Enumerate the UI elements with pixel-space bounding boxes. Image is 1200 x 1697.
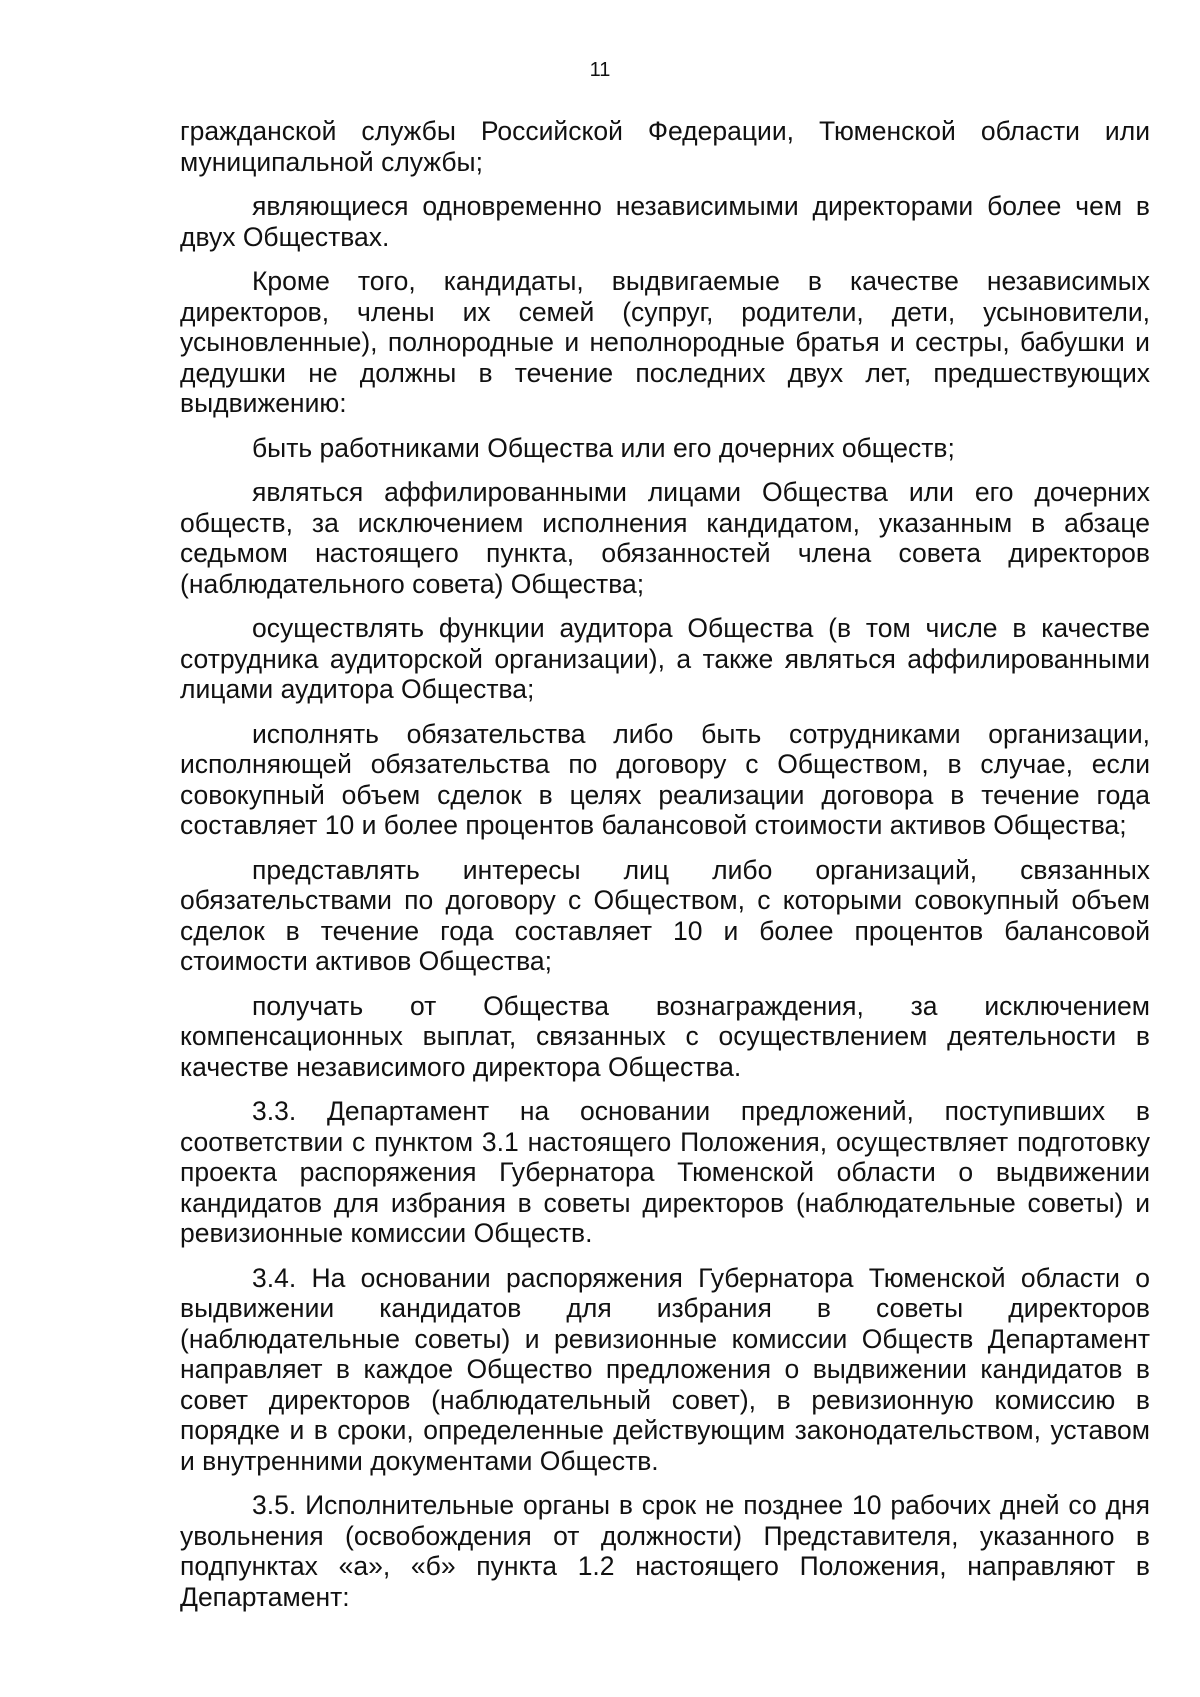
paragraph-affiliated-persons: являться аффилированными лицами Общества или его дочерних обществ, за исключением исполнения кандидатом, указанным в абзаце седьмом настоящего пункта, обязанностей члена совета директоров (наблюдательного совета) Общества; [180, 477, 1150, 599]
paragraph-contract-obligations: исполнять обязательства либо быть сотрудниками организации, исполняющей обязательства по договору с Обществом, в случае, если совокупный объем сделок в целях реализации договора в течение года составляет 10 и более процентов балансовой стоимости активов Общества; [180, 718, 1150, 840]
paragraph-employees: быть работниками Общества или его дочерних обществ; [252, 432, 955, 463]
paragraph-3-4: 3.4. На основании распоряжения Губернатора Тюменской области о выдвижении кандидатов для избрания в советы директоров (наблюдательные советы) и ревизионные комиссии Обществ Департамент направляет в каждое Общество предложения о выдвижении кандидатов в совет директоров (наблюдательный совет), в ревизионную комиссию в порядке и в сроки, определенные действующим законодательством, уставом и внутренними документами Обществ. [180, 1262, 1150, 1476]
paragraph-auditor-functions: осуществлять функции аудитора Общества (в том числе в качестве сотрудника аудиторской организации), а также являться аффилированными лицами аудитора Общества; [180, 613, 1150, 704]
paragraph-independent-directors-two-companies: являющиеся одновременно независимыми директорами более чем в двух Обществах. [180, 191, 1150, 252]
paragraph-represent-interests: представлять интересы лиц либо организаций, связанных обязательствами по договору с Обществом, с которыми совокупный объем сделок в течение года составляет 10 и более процентов балансовой стоимости активов Общества; [180, 854, 1150, 976]
paragraph-3-3: 3.3. Департамент на основании предложений, поступивших в соответствии с пунктом 3.1 настоящего Положения, осуществляет подготовку проекта распоряжения Губернатора Тюменской области о выдвижении кандидатов для избрания в советы директоров (наблюдательные советы) и ревизионные комиссии Обществ. [180, 1096, 1150, 1248]
paragraph-remuneration: получать от Общества вознаграждения, за исключением компенсационных выплат, связанных с осуществлением деятельности в качестве независимого директора Общества. [180, 990, 1150, 1082]
paragraph-continuation: гражданской службы Российской Федерации, Тюменской области или муниципальной службы; [180, 116, 1150, 177]
page-number: 11 [589, 59, 611, 81]
document-body [180, 116, 1150, 1626]
paragraph-candidates-family-restrictions: Кроме того, кандидаты, выдвигаемые в качестве независимых директоров, члены их семей (супруг, родители, дети, усыновители, усыновленные), полнородные и неполнородные братья и сестры, бабушки и дедушки не должны в течение последних двух лет, предшествующих выдвижению: [180, 266, 1150, 418]
paragraph-3-5: 3.5. Исполнительные органы в срок не позднее 10 рабочих дней со дня увольнения (освобождения от должности) Представителя, указанного в подпунктах «а», «б» пункта 1.2 настоящего Положения, направляют в Департамент: [180, 1490, 1150, 1612]
